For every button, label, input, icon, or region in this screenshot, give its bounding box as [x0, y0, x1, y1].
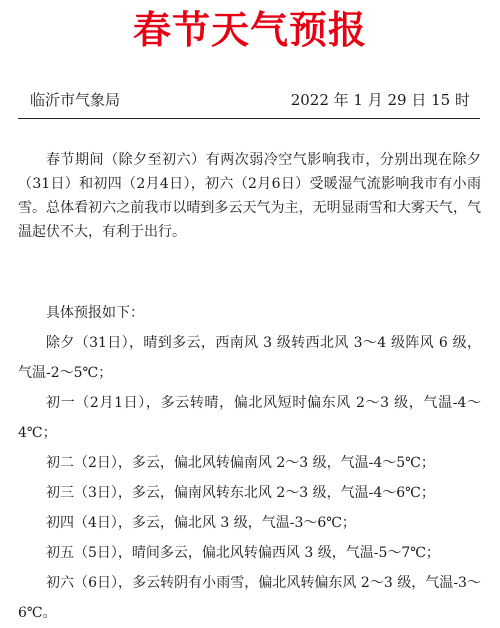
forecast-section	[18, 298, 481, 628]
intro-section	[18, 148, 481, 244]
document-meta	[30, 88, 470, 112]
forecast-item: 初三（3日），多云，偏南风转东北风 2～3 级，气温-4～6℃；	[46, 485, 435, 501]
issuing-organization: 临沂市气象局	[30, 91, 121, 109]
forecast-item: 初五（5日），晴间多云，偏北风转偏西风 3 级，气温-5～7℃；	[46, 545, 440, 561]
intro-paragraph: 春节期间（除夕至初六）有两次弱冷空气影响我市，分别出现在除夕（31日）和初四（2月4日），初六（2月6日）受暖湿气流影响我市有小雨雪。总体看初六之前我市以晴到多云天气为主，无明显雨雪和大雾天气，气温起伏不大，有利于出行。	[18, 152, 481, 240]
page-title: 春节天气预报	[132, 8, 367, 52]
forecast-item: 初二（2日），多云，偏北风转偏南风 2～3 级，气温-4～5℃；	[46, 455, 435, 471]
forecast-heading: 具体预报如下：	[46, 305, 144, 321]
issue-datetime: 2022 年 1 月 29 日 15 时	[290, 91, 470, 109]
forecast-item: 除夕（31日），晴到多云，西南风 3 级转西北风 3～4 级阵风 6 级，气温-2～5℃；	[18, 335, 481, 381]
forecast-item: 初一（2月1日），多云转晴，偏北风短时偏东风 2～3 级，气温-4～4℃；	[18, 395, 481, 441]
header-divider	[18, 118, 480, 119]
forecast-item: 初四（4日），多云，偏北风 3 级，气温-3～6℃；	[46, 515, 356, 531]
forecast-item: 初六（6日），多云转阴有小雨雪，偏北风转偏东风 2～3 级，气温-3～6℃。	[18, 575, 481, 621]
